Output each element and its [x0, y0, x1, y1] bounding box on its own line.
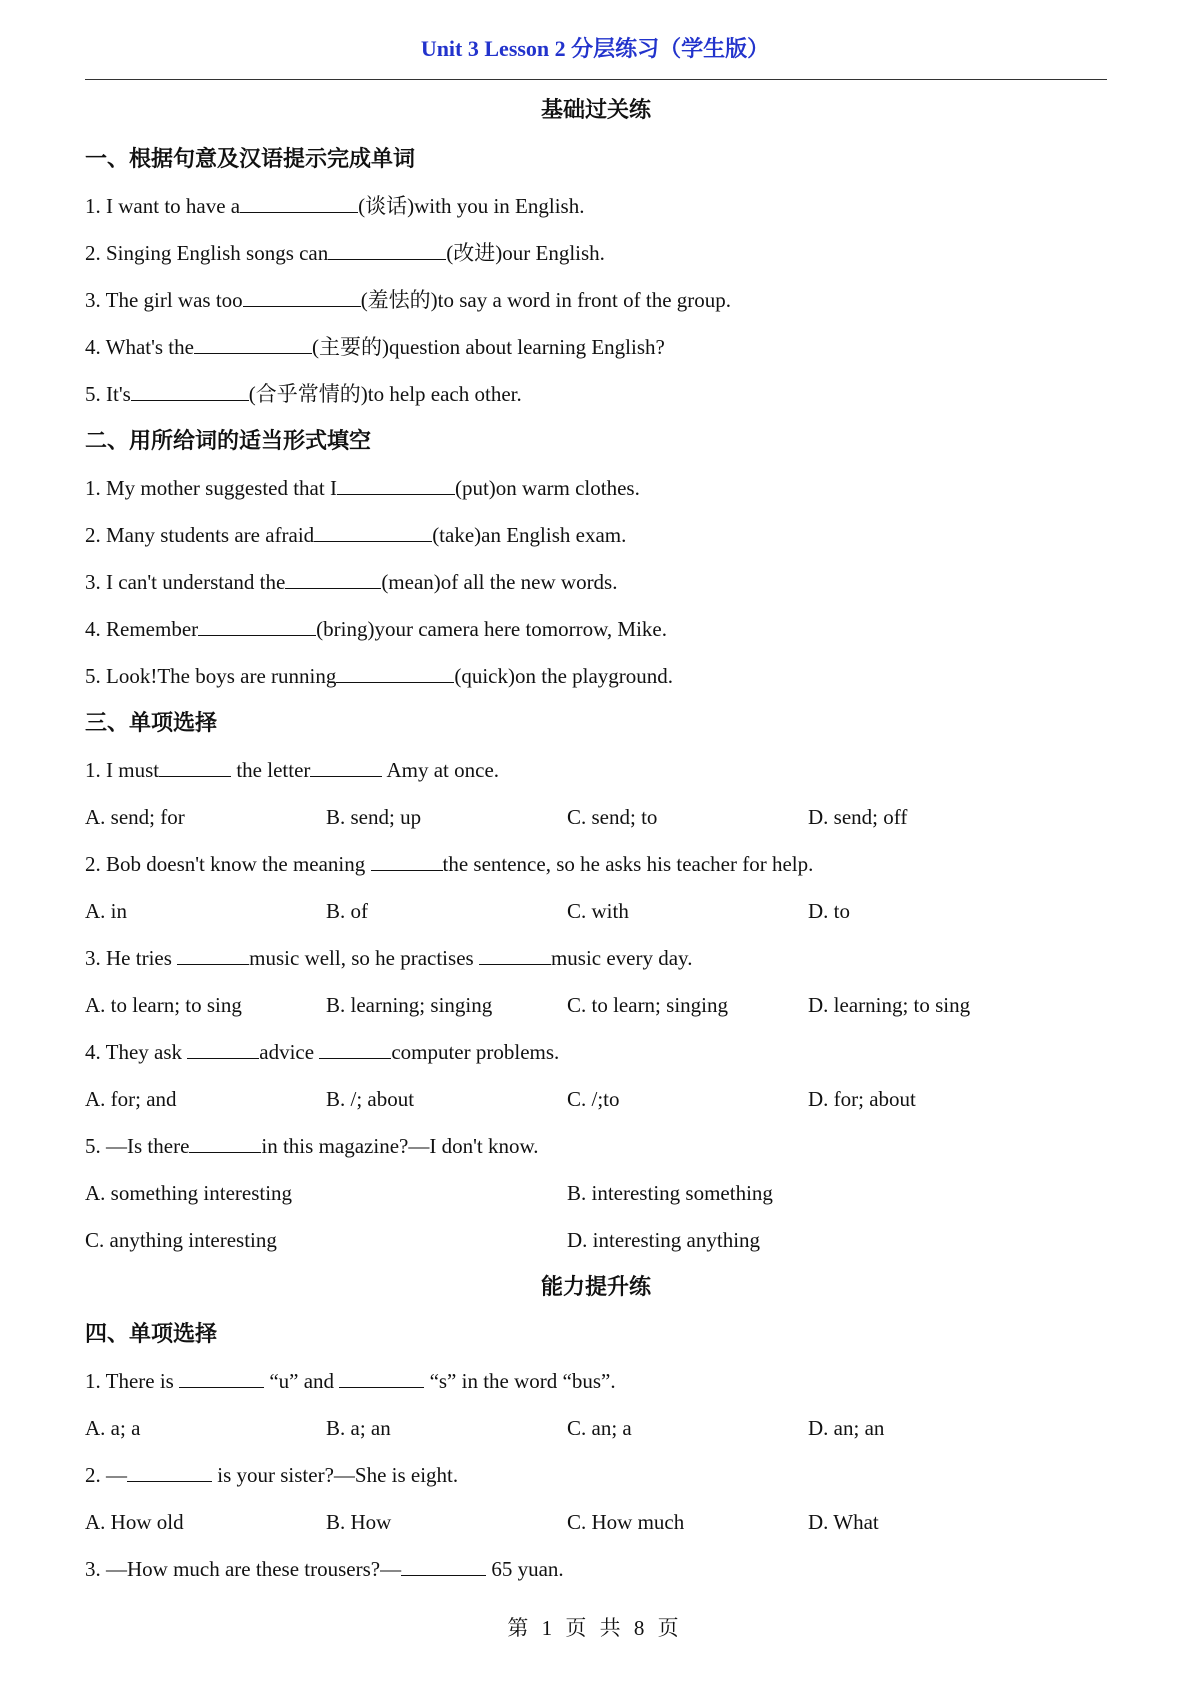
answer-blank[interactable] [479, 942, 551, 965]
part3-question-1: 1. I must the letter Amy at once. [85, 750, 1107, 797]
part3-q1-options [85, 797, 1107, 844]
answer-blank[interactable] [339, 1365, 424, 1388]
answer-blank[interactable] [240, 190, 358, 213]
part2-question-2: 2. Many students are afraid (take)an English exam. [85, 515, 1107, 562]
part1-heading: 一、根据句意及汉语提示完成单词 [85, 146, 416, 172]
answer-blank[interactable] [179, 1365, 264, 1388]
document-title: Unit 3 Lesson 2 分层练习（学生版） [420, 36, 770, 61]
page-number: 第 1 页 共 8 页 [507, 1616, 683, 1640]
answer-blank[interactable] [285, 566, 381, 589]
option-a[interactable]: A. in [85, 899, 127, 923]
option-b[interactable]: B. send; up [326, 805, 422, 829]
part3-heading: 三、单项选择 [85, 710, 218, 736]
option-a[interactable]: A. something interesting [85, 1181, 293, 1205]
option-b[interactable]: B. a; an [326, 1416, 391, 1440]
option-c[interactable]: C. to learn; singing [567, 993, 728, 1017]
part3-q5-options-row1 [85, 1173, 1107, 1220]
answer-blank[interactable] [189, 1130, 261, 1153]
part3-question-4: 4. They ask advice computer problems. [85, 1032, 1107, 1079]
option-a[interactable]: A. a; a [85, 1416, 141, 1440]
section-title-basic: 基础过关练 [540, 97, 651, 122]
option-c[interactable]: C. send; to [567, 805, 658, 829]
answer-blank[interactable] [319, 1036, 391, 1059]
part1-question-5: 5. It's (合乎常情的)to help each other. [85, 374, 1107, 421]
part3-q3-options [85, 985, 1107, 1032]
option-c[interactable]: C. /;to [567, 1087, 620, 1111]
option-a[interactable]: A. to learn; to sing [85, 993, 242, 1017]
part3-question-3: 3. He tries music well, so he practises music every day. [85, 938, 1107, 985]
part3-q5-options-row2 [85, 1220, 1107, 1267]
part2-question-5: 5. Look!The boys are running (quick)on the playground. [85, 656, 1107, 703]
option-d[interactable]: D. send; off [808, 805, 908, 829]
option-b[interactable]: B. How [326, 1510, 392, 1534]
answer-blank[interactable] [401, 1553, 486, 1576]
option-c[interactable]: C. with [567, 899, 629, 923]
part2-heading: 二、用所给词的适当形式填空 [85, 428, 372, 454]
option-d[interactable]: D. an; an [808, 1416, 885, 1440]
answer-blank[interactable] [198, 613, 316, 636]
option-c[interactable]: C. anything interesting [85, 1228, 277, 1252]
section-title-advanced: 能力提升练 [540, 1274, 651, 1299]
option-b[interactable]: B. /; about [326, 1087, 415, 1111]
part1-question-3: 3. The girl was too (羞怯的)to say a word in front of the group. [85, 280, 1107, 327]
part3-question-5: 5. —Is there in this magazine?—I don't know. [85, 1126, 1107, 1173]
option-d[interactable]: D. learning; to sing [808, 993, 971, 1017]
part4-q2-options [85, 1502, 1107, 1549]
part3-q4-options [85, 1079, 1107, 1126]
answer-blank[interactable] [159, 754, 231, 777]
answer-blank[interactable] [337, 472, 455, 495]
option-d[interactable]: D. What [808, 1510, 879, 1534]
option-a[interactable]: A. send; for [85, 805, 185, 829]
option-c[interactable]: C. How much [567, 1510, 685, 1534]
part2-question-3: 3. I can't understand the (mean)of all the new words. [85, 562, 1107, 609]
answer-blank[interactable] [177, 942, 249, 965]
option-d[interactable]: D. for; about [808, 1087, 916, 1111]
answer-blank[interactable] [310, 754, 382, 777]
option-b[interactable]: B. of [326, 899, 368, 923]
part4-question-1: 1. There is “u” and “s” in the word “bus”. [85, 1361, 1107, 1408]
answer-blank[interactable] [127, 1459, 212, 1482]
part4-question-3: 3. —How much are these trousers?— 65 yuan. [85, 1549, 1107, 1596]
option-b[interactable]: B. interesting something [567, 1181, 773, 1205]
header-divider [85, 79, 1107, 80]
part3-question-2: 2. Bob doesn't know the meaning the sentence, so he asks his teacher for help. [85, 844, 1107, 891]
option-a[interactable]: A. for; and [85, 1087, 177, 1111]
part2-question-1: 1. My mother suggested that I (put)on warm clothes. [85, 468, 1107, 515]
part1-question-2: 2. Singing English songs can (改进)our English. [85, 233, 1107, 280]
answer-blank[interactable] [371, 848, 443, 871]
answer-blank[interactable] [314, 519, 432, 542]
part4-question-2: 2. — is your sister?—She is eight. [85, 1455, 1107, 1502]
answer-blank[interactable] [328, 237, 446, 260]
answer-blank[interactable] [336, 660, 454, 683]
answer-blank[interactable] [243, 284, 361, 307]
part1-question-4: 4. What's the (主要的)question about learning English? [85, 327, 1107, 374]
option-d[interactable]: D. to [808, 899, 850, 923]
part3-q2-options [85, 891, 1107, 938]
part1-question-1: 1. I want to have a (谈话)with you in English. [85, 186, 1107, 233]
part2-question-4: 4. Remember (bring)your camera here tomorrow, Mike. [85, 609, 1107, 656]
part4-heading: 四、单项选择 [85, 1321, 218, 1347]
part4-q1-options [85, 1408, 1107, 1455]
answer-blank[interactable] [187, 1036, 259, 1059]
worksheet-content [85, 92, 1107, 1596]
option-c[interactable]: C. an; a [567, 1416, 632, 1440]
answer-blank[interactable] [131, 378, 249, 401]
option-d[interactable]: D. interesting anything [567, 1228, 761, 1252]
answer-blank[interactable] [194, 331, 312, 354]
option-b[interactable]: B. learning; singing [326, 993, 493, 1017]
option-a[interactable]: A. How old [85, 1510, 184, 1534]
